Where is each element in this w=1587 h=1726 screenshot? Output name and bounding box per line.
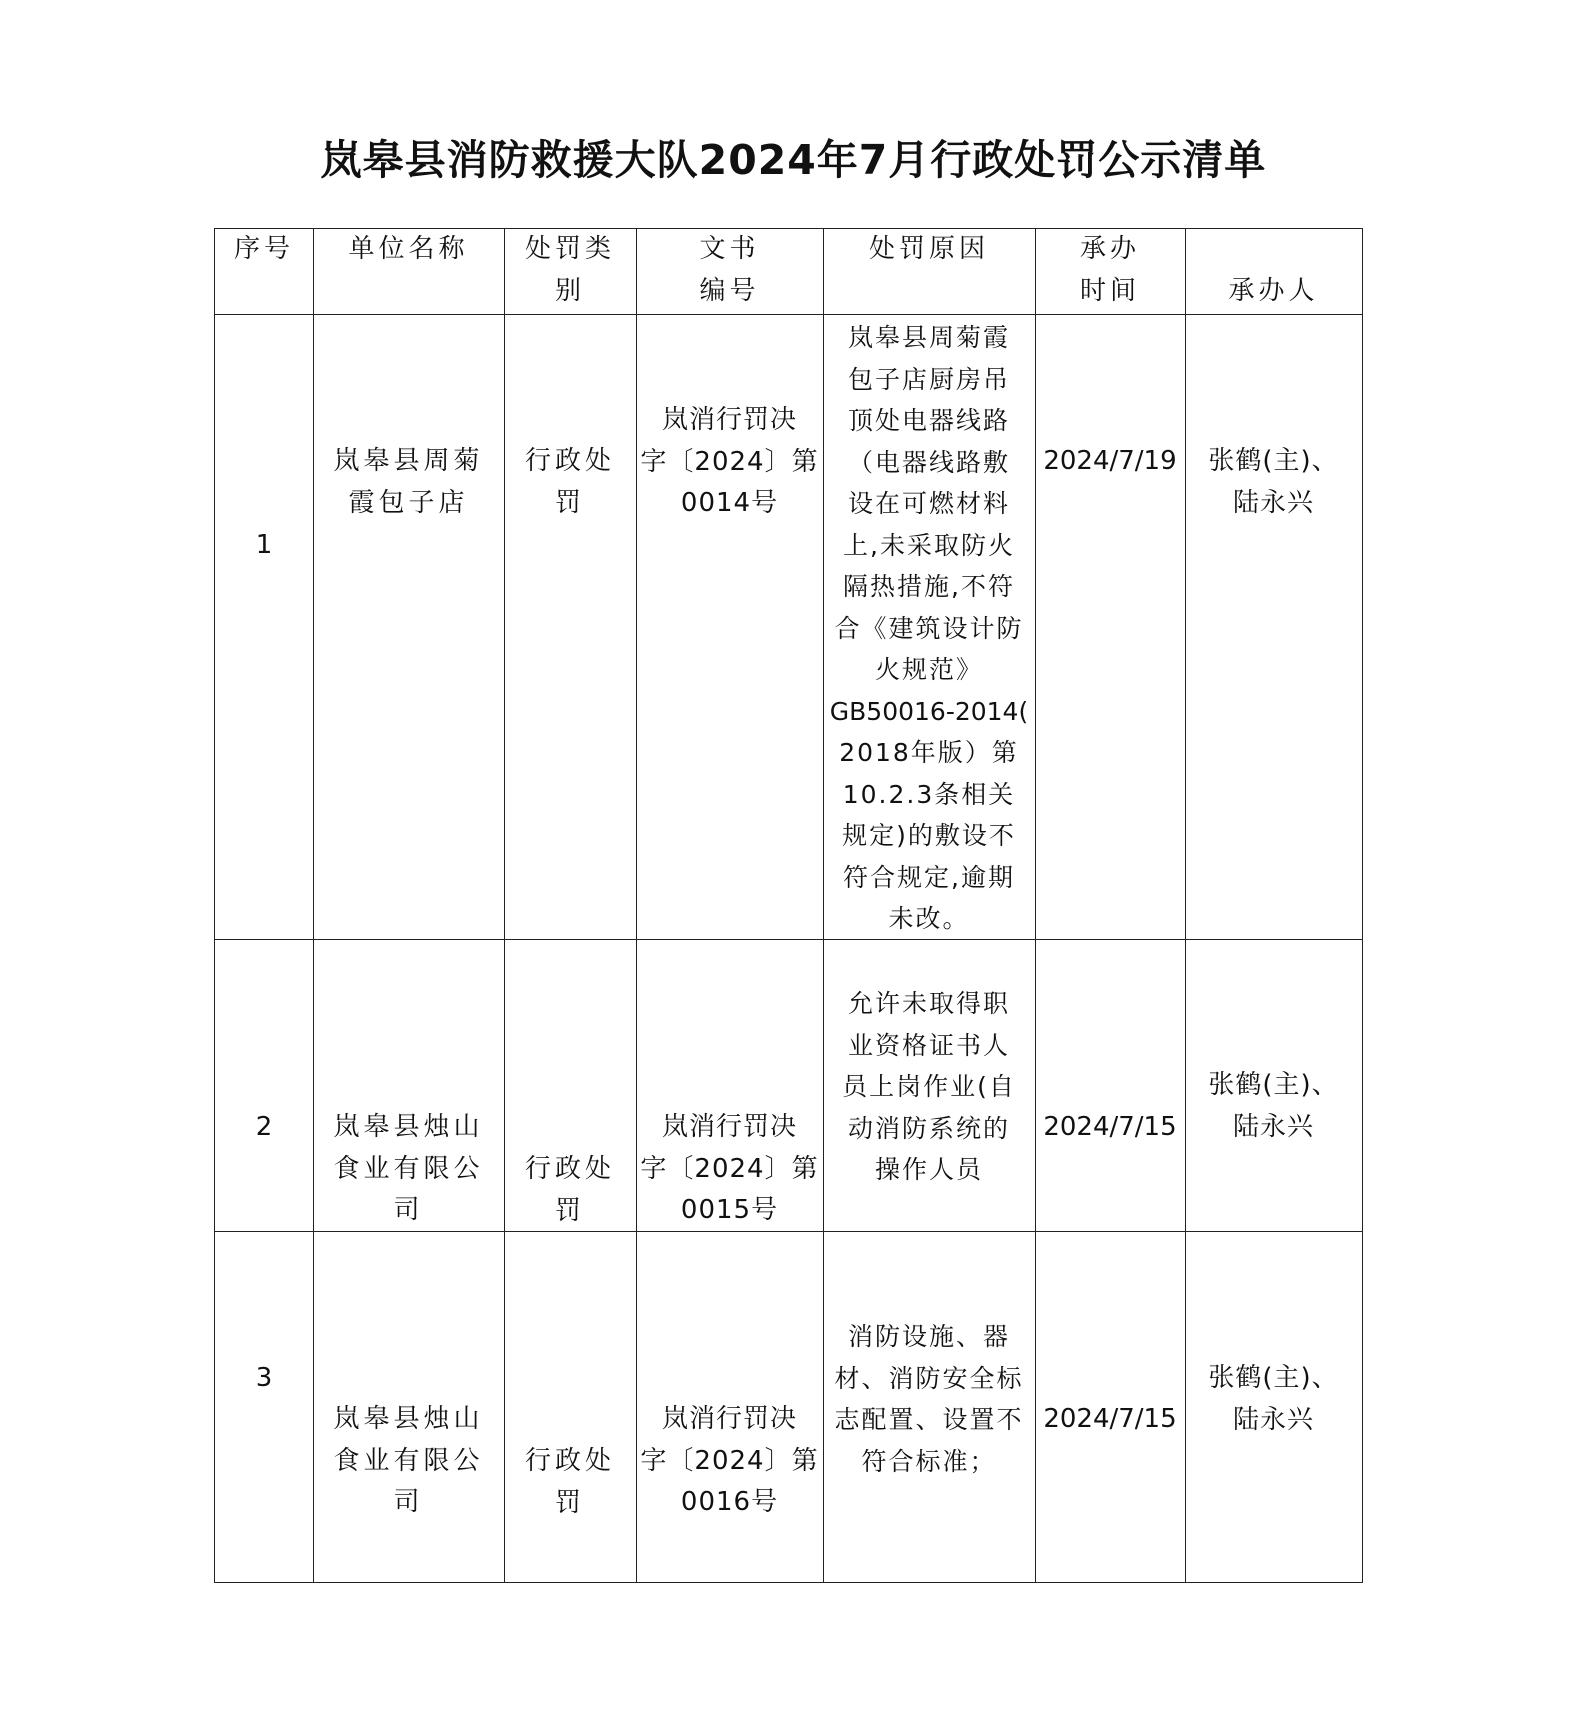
row-divider (215, 314, 1362, 315)
column-divider (1035, 229, 1036, 1582)
header-unit: 单位名称 (348, 234, 469, 264)
row-3-type: 行政处 罚 (524, 1446, 615, 1518)
penalty-table (214, 228, 1363, 1583)
row-3-seq: 3 (255, 1363, 273, 1393)
header-reason: 处罚原因 (868, 234, 989, 264)
row-1-doc: 岚消行罚决 字〔2024〕第 0014号 (640, 405, 819, 518)
row-2-unit: 岚皋县烛山 食业有限公 司 (333, 1112, 484, 1225)
header-time: 承办 时间 (1079, 234, 1140, 306)
row-1-type: 行政处 罚 (524, 446, 615, 518)
row-2-type: 行政处 罚 (524, 1154, 615, 1226)
row-1-seq: 1 (255, 530, 273, 560)
column-divider (313, 229, 314, 1582)
row-1-person: 张鹤(主)、 陆永兴 (1208, 446, 1339, 518)
row-2-seq: 2 (255, 1112, 273, 1142)
row-2-reason: 允许未取得职 业资格证书人 员上岗作业(自 动消防系统的 操作人员 (842, 989, 1016, 1184)
row-3-unit: 岚皋县烛山 食业有限公 司 (333, 1404, 484, 1517)
header-type: 处罚类 别 (524, 234, 615, 306)
row-3-person: 张鹤(主)、 陆永兴 (1208, 1363, 1339, 1435)
header-seq: 序号 (233, 234, 294, 264)
column-divider (504, 229, 505, 1582)
row-3-doc: 岚消行罚决 字〔2024〕第 0016号 (640, 1404, 819, 1517)
row-3-reason: 消防设施、器 材、消防安全标 志配置、设置不 符合标准； (834, 1322, 1024, 1476)
row-divider (215, 939, 1362, 940)
row-1-reason: 岚皋县周菊霞 包子店厨房吊 顶处电器线路 （电器线路敷 设在可燃材料 上,未采取防火 隔热措施,不符 合《建筑设计防 火规范》 GB50016-2014( 2018年版）第 10.2.3条相关 规定)的敷设不 符合规定,逾期 未改。 (829, 323, 1029, 933)
row-2-time: 2024/7/15 (1043, 1112, 1177, 1142)
header-person: 承办人 (1228, 276, 1319, 306)
header-doc: 文书 编号 (699, 234, 760, 306)
row-2-doc: 岚消行罚决 字〔2024〕第 0015号 (640, 1112, 819, 1225)
row-1-time: 2024/7/19 (1043, 446, 1177, 476)
row-1-unit: 岚皋县周菊 霞包子店 (333, 446, 484, 518)
row-3-time: 2024/7/15 (1043, 1404, 1177, 1434)
page-title: 岚皋县消防救援大队2024年7月行政处罚公示清单 (320, 136, 1267, 184)
row-2-person: 张鹤(主)、 陆永兴 (1208, 1070, 1339, 1142)
